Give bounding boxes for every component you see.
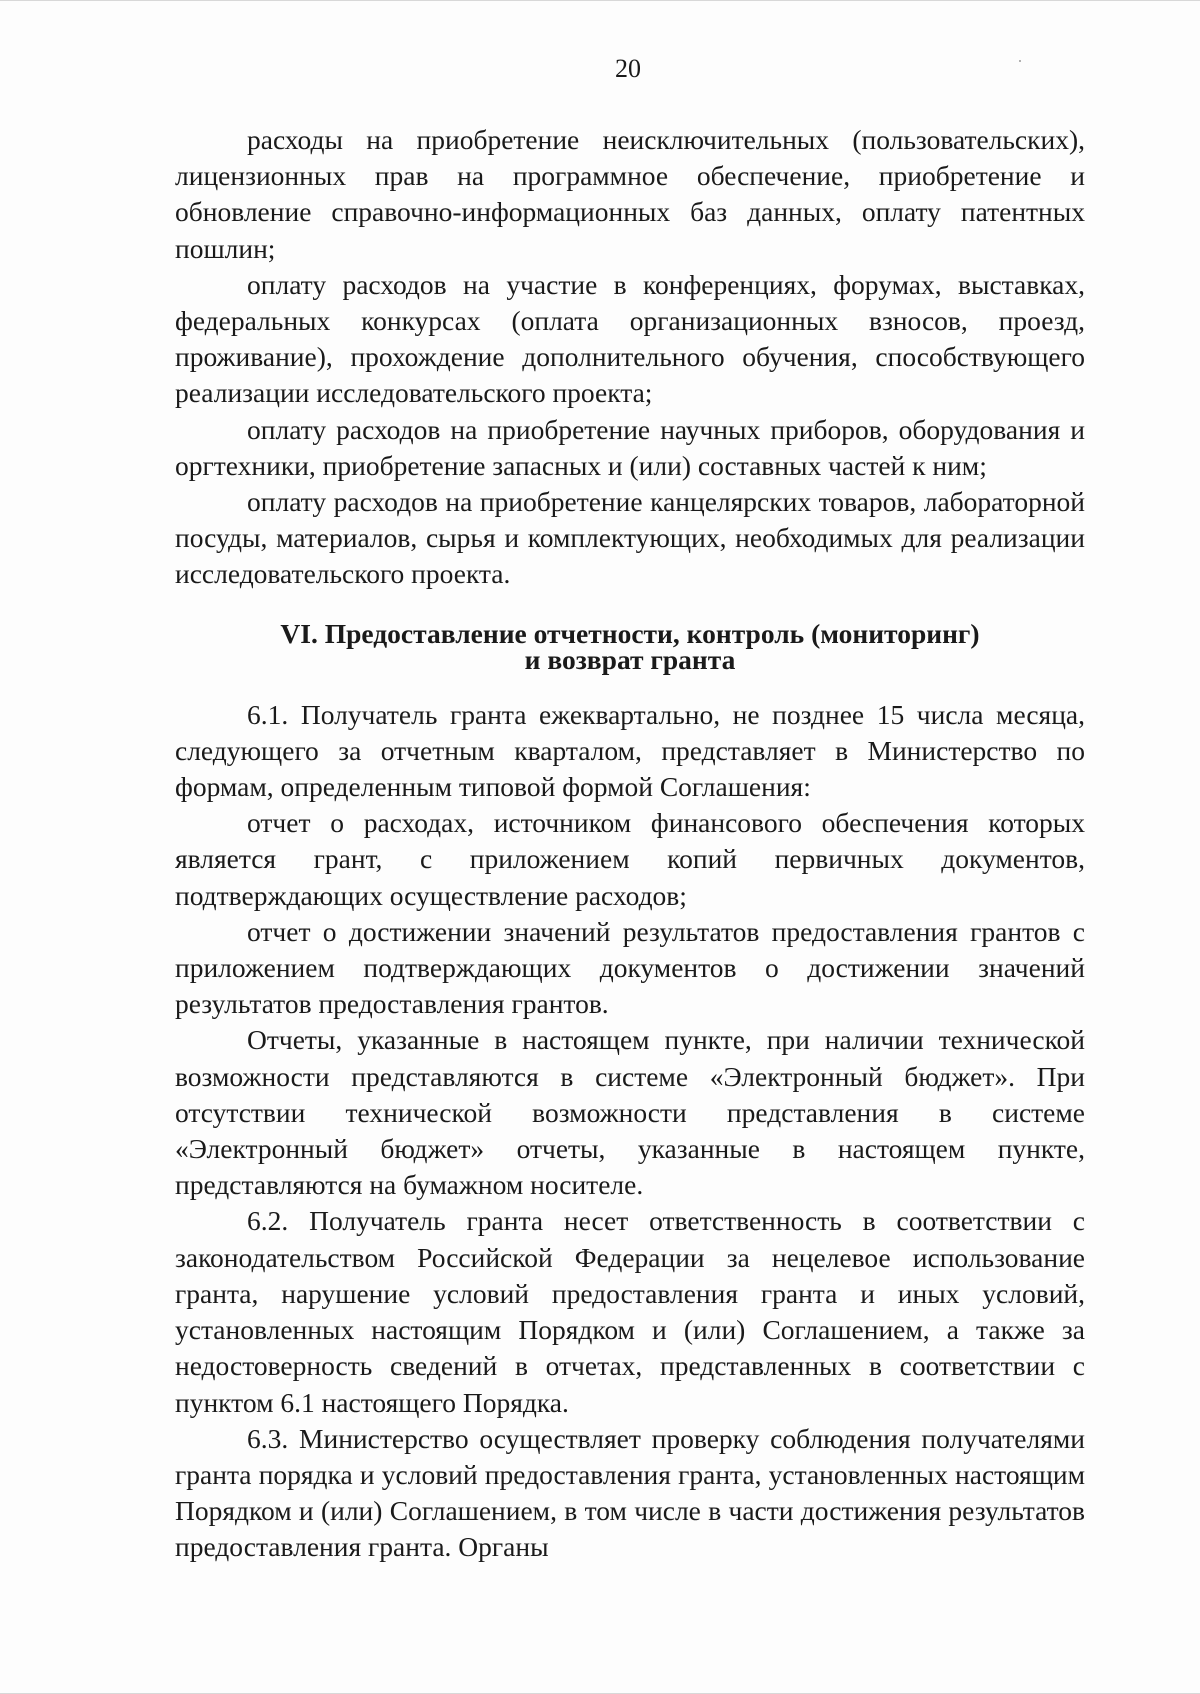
paragraph-reports-electronic-budget: Отчеты, указанные в настоящем пункте, при наличии технической возможности представляются в системе «Электронный бюджет». При отсутствии технической возможности представления в системе «Электронный бюджет» отчеты, указанные в настоящем пункте, представляются на бумажном носителе. [175, 1024, 1085, 1201]
section-heading [175, 617, 1085, 675]
document-body [175, 122, 1085, 1566]
page-number: 20 [615, 54, 641, 83]
paragraph-expenses-supplies: оплату расходов на приобретение канцелярских товаров, лабораторной посуды, материалов, сырья и комплектующих, необходимых для реализации исследовательского проекта. [175, 486, 1085, 590]
paragraph-6-1: 6.1. Получатель гранта ежеквартально, не позднее 15 числа месяца, следующего за отчетным кварталом, представляет в Министерство по формам, определенным типовой формой Соглашения: [175, 698, 1085, 803]
paragraph-6-2: 6.2. Получатель гранта несет ответственность в соответствии с законодательством Российской Федерации за нецелевое использование гранта, нарушение условий предоставления гранта и иных условий, установленных настоящим Порядком и (или) Соглашением, а также за недостоверность сведений в отчетах, представленных в соответствии с пунктом 6.1 настоящего Порядка. [175, 1205, 1085, 1418]
scan-border-top [0, 0, 1200, 1]
paragraph-expenses-licenses: расходы на приобретение неисключительных (пользовательских), лицензионных прав на программное обеспечение, приобретение и обновление справочно-информационных баз данных, оплату патентных пошлин; [175, 124, 1085, 264]
section-heading-line-1: VI. Предоставление отчетности, контроль (мониторинг) [280, 617, 980, 649]
paragraph-expenses-equipment: оплату расходов на приобретение научных приборов, оборудования и оргтехники, приобретение запасных и (или) составных частей к ним; [175, 413, 1085, 481]
paragraph-report-results: отчет о достижении значений результатов предоставления грантов с приложением подтверждающих документов о достижении значений результатов предоставления грантов. [175, 915, 1085, 1020]
section-heading-line-2: и возврат гранта [524, 643, 736, 675]
paragraph-6-3: 6.3. Министерство осуществляет проверку соблюдения получателями гранта порядка и условий предоставления гранта, установленных настоящим Порядком и (или) Соглашением, в том числе в части достижения результатов предоставления гранта. Органы [175, 1422, 1085, 1563]
paragraph-report-expenses: отчет о расходах, источником финансового обеспечения которых является грант, с приложением копий первичных документов, подтверждающих осуществление расходов; [175, 807, 1085, 911]
paragraph-expenses-conferences: оплату расходов на участие в конференциях, форумах, выставках, федеральных конкурсах (оплата организационных взносов, проезд, проживание), прохождение дополнительного обучения, способствующего реализации исследовательского проекта; [175, 268, 1085, 409]
